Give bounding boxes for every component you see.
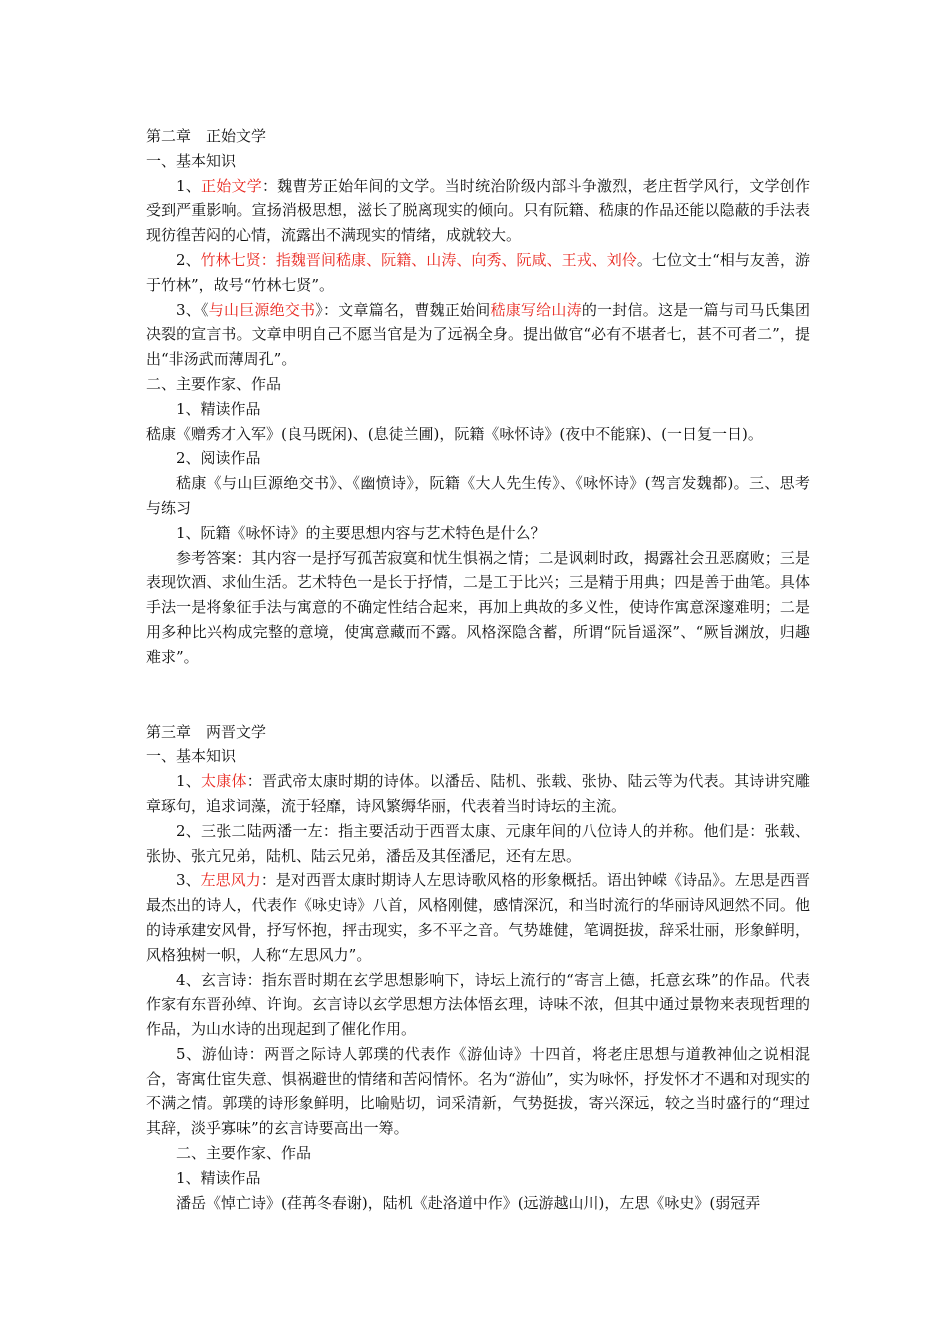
section-basic-knowledge: 一、基本知识: [146, 151, 237, 170]
intensive-reading-list: 嵇康《赠秀才入军》(良马既闲)、(息徒兰圃)，阮籍《咏怀诗》(夜中不能寐)、(一日复一日)。: [146, 424, 763, 443]
item-xuanyan-poetry: 4、玄言诗：指东晋时期在玄学思想影响下，诗坛上流行的“寄言上德，托意玄珠”的作品。代表作家有东晋孙绰、许询。玄言诗以玄学思想方法体悟玄理，诗味不浓，但其中通过景物来表现哲理的作品，为山水诗的出现起到了催化作用。: [146, 970, 810, 1039]
chapter-3-title: 第三章 两晋文学: [146, 722, 267, 741]
term-zhengshi: 正始文学: [201, 176, 262, 195]
term-jikang-to-shantao: 嵇康写给山涛: [490, 300, 582, 319]
subsection-intensive-reading: 1、精读作品: [176, 1168, 261, 1187]
general-reading-list: 嵇康《与山巨源绝交书》、《幽愤诗》，阮籍《大人先生传》、《咏怀诗》(驾言发魏都)。三、思考与练习: [146, 474, 810, 517]
item-taikang-style: 1、太康体：晋武帝太康时期的诗体。以潘岳、陆机、张载、张协、陆云等为代表。其诗讲究雕章琢句，追求词藻，流于轻靡，诗风繁缛华丽，代表着当时诗坛的主流。: [146, 772, 810, 815]
item-zhengshi-literature: 1、正始文学：魏曹芳正始年间的文学。当时统治阶级内部斗争激烈，老庄哲学风行，文学创作受到严重影响。宣扬消极思想，滋长了脱离现实的倾向。只有阮籍、嵇康的作品还能以隐蔽的手法表现彷徨苦闷的心情，流露出不满现实的情绪，成就较大。: [146, 176, 810, 245]
reference-answer: 参考答案：其内容一是抒写孤苦寂寞和忧生惧祸之情；二是讽刺时政，揭露社会丑恶腐败；三是表现饮酒、求仙生活。艺术特色一是长于抒情，二是工于比兴；三是精于用典；四是善于曲笔。具体手法一是将象征手法与寓意的不确定性结合起来，再加上典故的多义性，使诗作寓意深邃难明；二是用多种比兴构成完整的意境，使寓意藏而不露。风格深隐含蓄，所谓“阮旨遥深”、“厥旨渊放，归趣难求”。: [146, 548, 810, 666]
item-youxian-poetry: 5、游仙诗：两晋之际诗人郭璞的代表作《游仙诗》十四首，将老庄思想与道教神仙之说相混合，寄寓仕宦失意、惧祸避世的情绪和苦闷情怀。名为“游仙”，实为咏怀，抒发怀才不遇和对现实的不满之情。郭璞的诗形象鲜明，比喻贴切，词采清新，气势挺拔，寄兴深远，较之当时盛行的“理过其辞，淡乎寡味”的玄言诗要高出一筹。: [146, 1044, 810, 1138]
item-letter-to-shan-tao: 3、《与山巨源绝交书》：文章篇名，曹魏正始间嵇康写给山涛的一封信。这是一篇与司马氏集团决裂的宣言书。文章申明自己不愿当官是为了远祸全身。提出做官“必有不堪者七，甚不可者二”，提出“非汤武而薄周孔”。: [146, 300, 810, 369]
document-page: [146, 124, 810, 1215]
section-authors-works: 二、主要作家、作品: [176, 1144, 312, 1163]
subsection-general-reading: 2、阅读作品: [176, 449, 261, 468]
term-letter: 与山巨源绝交书: [208, 300, 316, 319]
item-eight-poets: 2、三张二陆两潘一左：指主要活动于西晋太康、元康年间的八位诗人的并称。他们是：张载、张协、张亢兄弟，陆机、陆云兄弟，潘岳及其侄潘尼，还有左思。: [146, 821, 810, 865]
chapter-2-title: 第二章 正始文学: [146, 127, 267, 145]
term-taikang: 太康体: [201, 772, 247, 791]
section-authors-works: 二、主要作家、作品: [146, 374, 282, 393]
item-zuosi-style: 3、左思风力：是对西晋太康时期诗人左思诗歌风格的形象概括。语出钟嵘《诗品》。左思是西晋最杰出的诗人，代表作《咏史诗》八首，风格刚健，感情深沉，和当时流行的华丽诗风迥然不同。他的诗承建安风骨，抒写怀抱，抨击现实，多不平之音。气势雄健，笔调挺拔，辞采壮丽，形象鲜明，风格独树一帜，人称“左思风力”。: [146, 871, 810, 964]
subsection-intensive-reading: 1、精读作品: [176, 399, 261, 418]
term-seven-sages: 竹林七贤：指魏晋间嵇康、阮籍、山涛、向秀、阮咸、王戎、刘伶: [200, 250, 637, 269]
intensive-reading-list: 潘岳《悼亡诗》(荏苒冬春谢)，陆机《赴洛道中作》(远游越山川)，左思《咏史》(弱冠弄: [176, 1193, 761, 1212]
section-basic-knowledge: 一、基本知识: [146, 747, 237, 766]
term-zuosi: 左思风力: [200, 871, 261, 890]
item-seven-sages: 2、竹林七贤：指魏晋间嵇康、阮籍、山涛、向秀、阮咸、王戎、刘伶。七位文士“相与友善，游于竹林”，故号“竹林七贤”。: [146, 250, 811, 294]
question-1: 1、阮籍《咏怀诗》的主要思想内容与艺术特色是什么？: [176, 523, 546, 542]
